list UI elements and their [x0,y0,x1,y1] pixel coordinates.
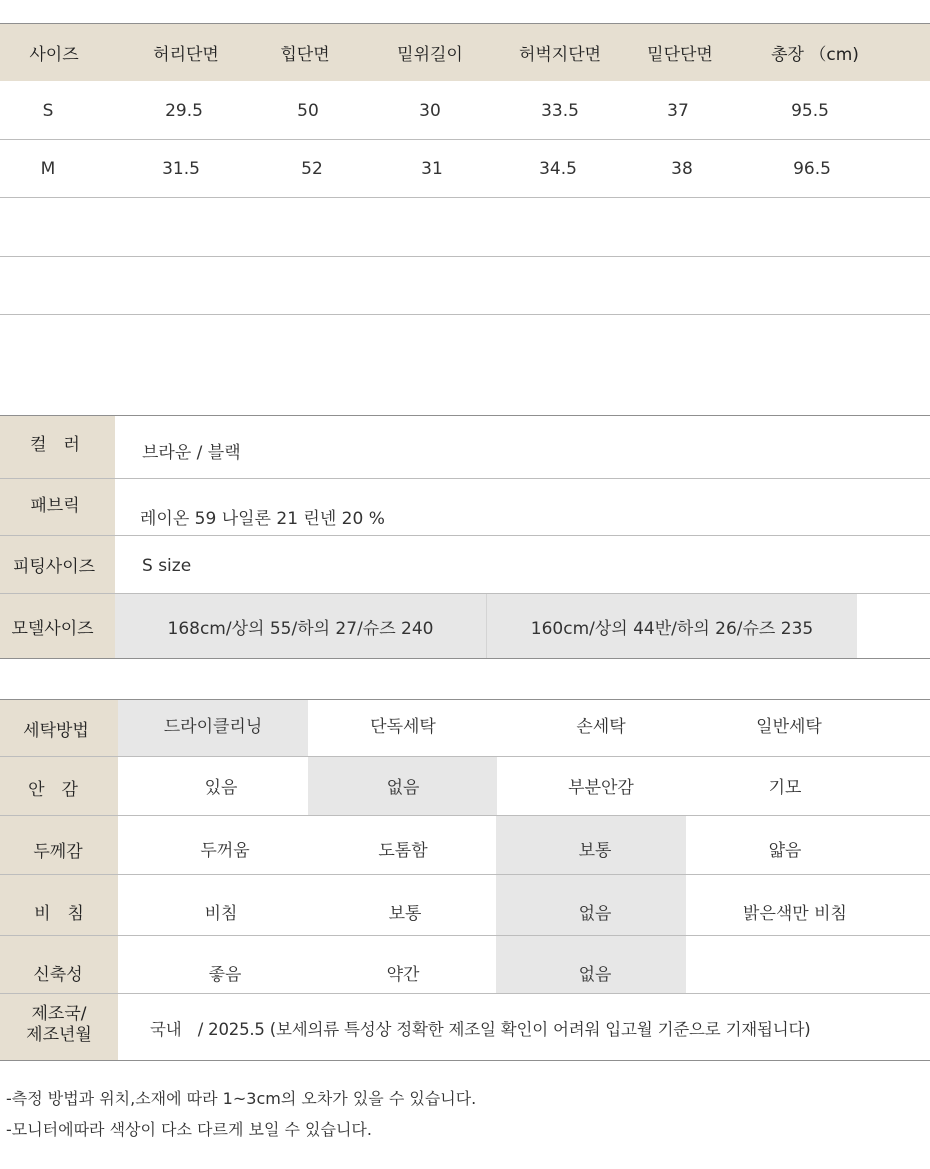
divider [0,1060,930,1061]
care-option: 보통 [388,903,422,924]
divider [0,658,930,659]
size-cell: 29.5 [165,100,203,121]
care-option: 밝은색만 비침 [743,903,847,924]
size-cell: M [40,158,56,179]
divider [0,415,930,416]
header-length: 총장 （cm) [771,45,859,65]
care-option: 단독세탁 [370,716,436,737]
size-cell: 52 [301,158,323,179]
color-value: 브라운 / 블랙 [142,443,241,463]
care-option: 약간 [386,964,420,985]
header-thigh: 허벅지단면 [518,45,602,65]
origin-label-line1: 제조국/ [31,1004,87,1024]
size-cell: 31 [421,158,443,179]
care-option: 부분안감 [568,777,634,798]
header-rise: 밑위길이 [397,45,463,65]
size-cell: 34.5 [539,158,577,179]
header-size: 사이즈 [29,45,79,65]
fitting-label: 피팅사이즈 [12,557,96,577]
size-cell: 30 [419,100,441,121]
note-color: -모니터에따라 색상이 다소 다르게 보일 수 있습니다. [6,1120,372,1139]
care-option: 좋음 [208,964,242,985]
size-cell: 50 [297,100,319,121]
header-hem: 밑단단면 [647,45,713,65]
size-cell: 37 [667,100,689,121]
divider [0,535,930,536]
care-option: 일반세탁 [756,716,822,737]
header-hip: 힙단면 [280,45,330,65]
care-label-washing: 세탁방법 [23,720,89,741]
care-option: 있음 [204,777,238,798]
origin-label [0,1004,118,1046]
size-cell: 95.5 [791,100,829,121]
model-label: 모델사이즈 [11,619,94,639]
fitting-value: S size [142,556,192,576]
size-cell: 38 [671,158,693,179]
size-cell: 33.5 [541,100,579,121]
care-label-stretch: 신축성 [33,964,83,985]
care-label-sheerness: 비 침 [34,903,84,924]
divider [0,256,930,257]
origin-label-line2: 제조년월 [26,1025,92,1045]
care-label-lining: 안 감 [28,779,78,800]
divider [0,478,930,479]
care-option: 두꺼움 [200,840,250,861]
size-cell: 31.5 [162,158,200,179]
model-size-1: 168cm/상의 55/하의 27/슈즈 240 [115,594,486,658]
divider [0,993,930,994]
care-option: 도톰함 [378,840,428,861]
color-label: 컬 러 [30,434,80,455]
care-option: 보통 [578,840,612,861]
care-option: 얇음 [768,840,802,861]
care-option: 비침 [204,903,238,924]
care-option: 없음 [386,777,420,798]
fabric-value: 레이온 59 나일론 21 린넨 20 % [140,509,385,529]
care-label-thickness: 두께감 [33,841,83,862]
care-option: 기모 [768,777,802,798]
divider [0,197,930,198]
care-option [690,936,880,1008]
model-size-2: 160cm/상의 44반/하의 26/슈즈 235 [487,594,857,658]
care-option: 드라이클리닝 [163,716,263,737]
fabric-label: 패브릭 [30,495,80,516]
size-cell: S [42,100,54,121]
header-waist: 허리단면 [153,45,219,65]
size-cell: 96.5 [793,158,831,179]
care-option: 손세탁 [576,716,626,737]
care-option: 없음 [578,903,612,924]
note-measurement: -측정 방법과 위치,소재에 따라 1~3cm의 오차가 있을 수 있습니다. [6,1089,477,1108]
care-option: 없음 [578,964,612,985]
divider [0,314,930,315]
origin-value: 국내 / 2025.5 (보세의류 특성상 정확한 제조일 확인이 어려워 입고월 기준으로 기재됩니다) [150,1020,811,1039]
